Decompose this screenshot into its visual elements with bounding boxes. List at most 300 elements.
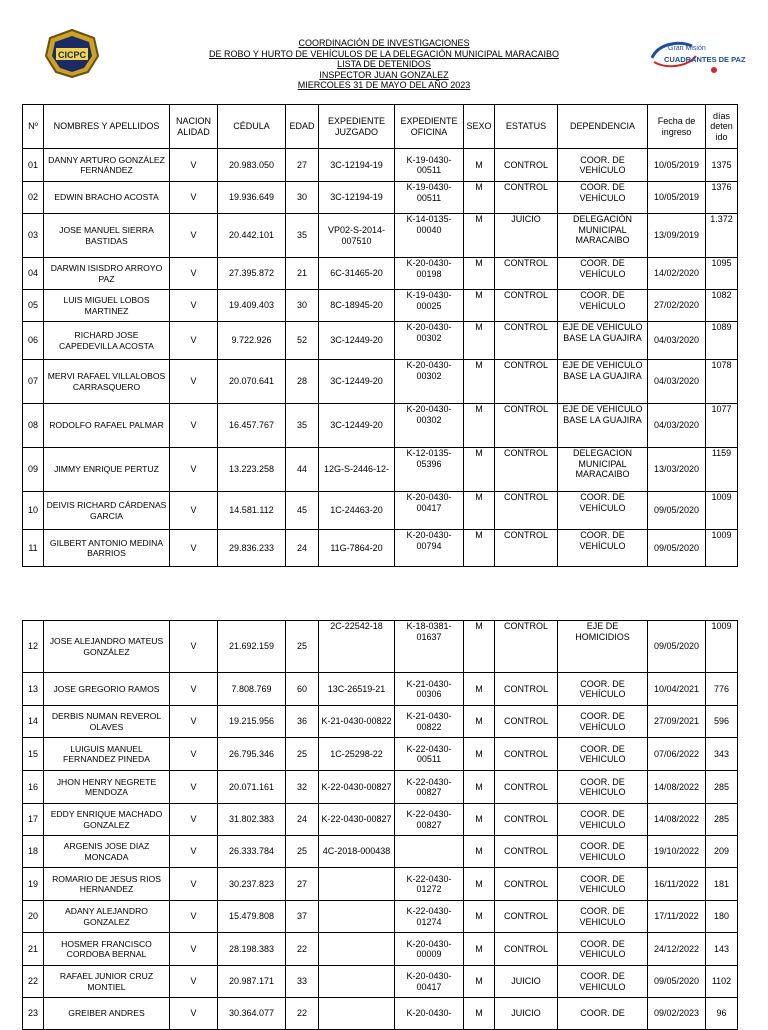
table-row	[23, 868, 738, 901]
table-cell: V	[170, 360, 218, 404]
table-cell: M	[464, 621, 495, 673]
table-cell: K-18-0381-01637	[395, 621, 464, 673]
table-cell: 33	[286, 966, 319, 998]
table-cell: 28	[286, 360, 319, 404]
table-cell: EJE DE VEHICULO BASE LA GUAJIRA	[558, 360, 648, 404]
table-cell: 19.409.403	[218, 290, 286, 322]
column-header: NOMBRES Y APELLIDOS	[44, 105, 170, 149]
table-cell: V	[170, 149, 218, 182]
table-cell: 09/05/2020	[648, 492, 706, 530]
table-cell: 45	[286, 492, 319, 530]
column-header: EXPEDIENTE JUZGADO	[319, 105, 395, 149]
table-cell: 08	[23, 404, 44, 448]
table-cell: DERBIS NUMAN REVEROL OLAVES	[44, 706, 170, 738]
table-cell: 60	[286, 673, 319, 706]
column-header: SEXO	[464, 105, 495, 149]
table-cell: 3C-12449-20	[319, 360, 395, 404]
table-cell: V	[170, 258, 218, 290]
table-cell: 27/02/2020	[648, 290, 706, 322]
table-cell: 1375	[706, 149, 738, 182]
table-row	[23, 706, 738, 738]
table-cell: 10/04/2021	[648, 673, 706, 706]
table-cell: 1078	[706, 360, 738, 404]
table-cell: 25	[286, 621, 319, 673]
table-cell: 52	[286, 322, 319, 360]
table-cell: 7.808.769	[218, 673, 286, 706]
table-cell: 16	[23, 771, 44, 804]
table-cell: M	[464, 448, 495, 492]
table-cell: CONTROL	[495, 182, 558, 214]
table-cell: M	[464, 322, 495, 360]
table-cell: 27/09/2021	[648, 706, 706, 738]
table-cell: 11	[23, 530, 44, 567]
table-cell: 181	[706, 868, 738, 901]
table-row	[23, 149, 738, 182]
table-cell: 180	[706, 901, 738, 933]
table-cell: K-22-0430-00827	[395, 804, 464, 836]
table-row	[23, 673, 738, 706]
table-cell: 31.802.383	[218, 804, 286, 836]
table-cell: 1009	[706, 621, 738, 673]
table-cell: 3C-12449-20	[319, 322, 395, 360]
table-cell: JUICIO	[495, 998, 558, 1030]
table-cell: 10/05/2019	[648, 149, 706, 182]
table-cell: 30	[286, 290, 319, 322]
table-row	[23, 901, 738, 933]
table-cell: 12G-S-2446-12-	[319, 448, 395, 492]
table-cell: 44	[286, 448, 319, 492]
table-row	[23, 966, 738, 998]
header-line-2: DE ROBO Y HURTO DE VEHÍCULOS DE LA DELEGACIÓN MUNICIPAL MARACAIBO	[209, 48, 559, 59]
table-cell: DANNY ARTURO GONZÁLEZ FERNÁNDEZ	[44, 149, 170, 182]
table-cell: CONTROL	[495, 258, 558, 290]
table-cell: RODOLFO RAFAEL PALMAR	[44, 404, 170, 448]
table-cell: 04/03/2020	[648, 322, 706, 360]
logo-right-line1: Gran Misión	[668, 45, 706, 52]
table-cell: M	[464, 673, 495, 706]
table-cell: M	[464, 258, 495, 290]
table-row	[23, 290, 738, 322]
table-cell: 11G-7864-20	[319, 530, 395, 567]
table-cell: COOR. DE VEHÍCULO	[558, 290, 648, 322]
table-cell: 2C-22542-18	[319, 621, 395, 673]
table-cell: 27	[286, 868, 319, 901]
table-cell: 1009	[706, 492, 738, 530]
table-cell: V	[170, 530, 218, 567]
table-cell	[319, 868, 395, 901]
table-cell: 27.395.872	[218, 258, 286, 290]
table-header-row	[23, 105, 738, 149]
table-cell: 09/05/2020	[648, 966, 706, 998]
table-cell: COOR. DE VEHÍCULO	[558, 149, 648, 182]
table-cell: K-20-0430-00302	[395, 322, 464, 360]
table-cell: M	[464, 998, 495, 1030]
table-cell: JUICIO	[495, 214, 558, 258]
table-cell: K-19-0430-00511	[395, 149, 464, 182]
table-cell: M	[464, 966, 495, 998]
detainees-table-page-2	[22, 620, 738, 1030]
table-cell: 25	[286, 836, 319, 868]
table-cell: K-20-0430-	[395, 998, 464, 1030]
table-cell: 14/08/2022	[648, 804, 706, 836]
table-cell: JIMMY ENRIQUE PERTUZ	[44, 448, 170, 492]
table-cell: V	[170, 933, 218, 966]
table-cell: COOR. DE VEHICULO	[558, 771, 648, 804]
table-cell: 1089	[706, 322, 738, 360]
table-cell: 09/02/2023	[648, 998, 706, 1030]
table-cell: K-19-0430-00025	[395, 290, 464, 322]
table-cell: M	[464, 214, 495, 258]
table-cell: K-21-0430-00822	[319, 706, 395, 738]
table-cell: M	[464, 738, 495, 771]
table-cell: COOR. DE VEHICULO	[558, 868, 648, 901]
table-cell: DEIVIS RICHARD CÁRDENAS GARCIA	[44, 492, 170, 530]
table-cell: GREIBER ANDRES	[44, 998, 170, 1030]
table-cell: V	[170, 804, 218, 836]
table-cell: 06	[23, 322, 44, 360]
detainees-table-page-1	[22, 104, 738, 567]
table-cell: JOSE ALEJANDRO MATEUS GONZÁLEZ	[44, 621, 170, 673]
table-cell: 19/10/2022	[648, 836, 706, 868]
table-cell: M	[464, 901, 495, 933]
table-cell: 14/08/2022	[648, 771, 706, 804]
table-cell: K-22-0430-00827	[319, 771, 395, 804]
table-cell: COOR. DE VEHICULO	[558, 836, 648, 868]
table-cell: 13/09/2019	[648, 214, 706, 258]
table-cell: CONTROL	[495, 706, 558, 738]
table-cell: K-20-0430-00302	[395, 404, 464, 448]
table-cell: COOR. DE VEHÍCULO	[558, 258, 648, 290]
table-cell: 343	[706, 738, 738, 771]
table-cell: V	[170, 492, 218, 530]
table-cell: M	[464, 868, 495, 901]
table-cell: CONTROL	[495, 404, 558, 448]
table-cell: EDWIN BRACHO ACOSTA	[44, 182, 170, 214]
table-cell: VP02-S-2014-007510	[319, 214, 395, 258]
column-header: CÉDULA	[218, 105, 286, 149]
table-cell: M	[464, 182, 495, 214]
table-cell: K-21-0430-00306	[395, 673, 464, 706]
table-cell: 96	[706, 998, 738, 1030]
table-cell: 3C-12194-19	[319, 182, 395, 214]
table-cell: K-19-0430-00511	[395, 182, 464, 214]
table-cell: 1C-25298-22	[319, 738, 395, 771]
table-cell: 13	[23, 673, 44, 706]
table-row	[23, 933, 738, 966]
table-cell: 10	[23, 492, 44, 530]
table-cell: 285	[706, 771, 738, 804]
table-cell: 01	[23, 149, 44, 182]
table-cell: 20.983.050	[218, 149, 286, 182]
table-row	[23, 738, 738, 771]
table-cell	[319, 901, 395, 933]
table-cell: EJE DE HOMICIDIOS	[558, 621, 648, 673]
table-cell: COOR. DE VEHÍCULO	[558, 706, 648, 738]
table-cell: V	[170, 836, 218, 868]
column-header: NACION ALIDAD	[170, 105, 218, 149]
table-cell: EJE DE VEHICULO BASE LA GUAJIRA	[558, 322, 648, 360]
table-row	[23, 360, 738, 404]
table-cell: M	[464, 404, 495, 448]
table-cell: CONTROL	[495, 322, 558, 360]
table-cell: K-22-0430-01272	[395, 868, 464, 901]
table-cell: 22	[286, 933, 319, 966]
table-row	[23, 404, 738, 448]
table-cell: 14.581.112	[218, 492, 286, 530]
table-row	[23, 836, 738, 868]
table-cell: M	[464, 360, 495, 404]
table-cell: CONTROL	[495, 448, 558, 492]
table-cell: 28.198.383	[218, 933, 286, 966]
column-header: Nº	[23, 105, 44, 149]
table-cell: 24/12/2022	[648, 933, 706, 966]
table-cell: K-20-0430-00302	[395, 360, 464, 404]
table-cell: 1077	[706, 404, 738, 448]
table-cell: M	[464, 706, 495, 738]
table-cell: 1376	[706, 182, 738, 214]
column-header: EXPEDIENTE OFICINA	[395, 105, 464, 149]
table-cell: DARWIN ISISDRO ARROYO PAZ	[44, 258, 170, 290]
table-cell: V	[170, 998, 218, 1030]
table-cell: M	[464, 149, 495, 182]
table-cell: V	[170, 322, 218, 360]
table-row	[23, 322, 738, 360]
table-cell: 1159	[706, 448, 738, 492]
table-cell: 4C-2018-000438	[319, 836, 395, 868]
table-cell: 04	[23, 258, 44, 290]
table-cell: 17	[23, 804, 44, 836]
table-cell: 04/03/2020	[648, 360, 706, 404]
table-cell: 30	[286, 182, 319, 214]
table-cell: 05	[23, 290, 44, 322]
table-cell: M	[464, 771, 495, 804]
table-cell: V	[170, 966, 218, 998]
header-line-5: MIERCOLES 31 DE MAYO DEL AÑO 2023	[297, 80, 471, 91]
table-row	[23, 804, 738, 836]
header-line-4: INSPECTOR JUAN GONZALEZ	[319, 69, 449, 80]
table-cell: 22	[23, 966, 44, 998]
table-cell: 20	[23, 901, 44, 933]
table-cell: MERVI RAFAEL VILLALOBOS CARRASQUERO	[44, 360, 170, 404]
table-cell	[319, 966, 395, 998]
table-cell: 13/03/2020	[648, 448, 706, 492]
table-cell: COOR. DE VEHICULO	[558, 901, 648, 933]
table-cell: 143	[706, 933, 738, 966]
table-cell: 596	[706, 706, 738, 738]
table-cell: 14/02/2020	[648, 258, 706, 290]
table-cell: 07	[23, 360, 44, 404]
table-cell: 13C-26519-21	[319, 673, 395, 706]
table-cell: K-14-0135-00040	[395, 214, 464, 258]
column-header: EDAD	[286, 105, 319, 149]
table-cell: 12	[23, 621, 44, 673]
table-cell: 14	[23, 706, 44, 738]
table-cell: 24	[286, 530, 319, 567]
table-cell: COOR. DE VEHICULO	[558, 966, 648, 998]
table-cell: 23	[23, 998, 44, 1030]
table-cell: V	[170, 404, 218, 448]
table-cell: 20.070.641	[218, 360, 286, 404]
table-cell: 35	[286, 404, 319, 448]
table-cell: 17/11/2022	[648, 901, 706, 933]
table-cell: 02	[23, 182, 44, 214]
table-cell: 1095	[706, 258, 738, 290]
table-cell: 22	[286, 998, 319, 1030]
table-row	[23, 621, 738, 673]
table-cell: COOR. DE VEHÍCULO	[558, 492, 648, 530]
table-cell: V	[170, 868, 218, 901]
table-cell: V	[170, 901, 218, 933]
table-cell: COOR. DE VEHICULO	[558, 933, 648, 966]
table-row	[23, 448, 738, 492]
table-cell: CONTROL	[495, 492, 558, 530]
table-cell: DELEGACIÓN MUNICIPAL MARACAIBO	[558, 214, 648, 258]
table-cell: 6C-31465-20	[319, 258, 395, 290]
table-cell: ROMARIO DE JESUS RIOS HERNANDEZ	[44, 868, 170, 901]
table-cell: CONTROL	[495, 804, 558, 836]
table-row	[23, 771, 738, 804]
table-cell: 776	[706, 673, 738, 706]
table-cell: K-20-0430-00009	[395, 933, 464, 966]
table-cell: 16/11/2022	[648, 868, 706, 901]
table-cell: M	[464, 290, 495, 322]
table-cell: 19.215.956	[218, 706, 286, 738]
table-cell: RAFAEL JUNIOR CRUZ MONTIEL	[44, 966, 170, 998]
table-cell: COOR. DE VEHÍCULO	[558, 182, 648, 214]
table-cell: K-21-0430-00822	[395, 706, 464, 738]
table-cell: K-20-0430-00794	[395, 530, 464, 567]
table-cell: 20.442.101	[218, 214, 286, 258]
table-cell: CONTROL	[495, 530, 558, 567]
table-cell: CONTROL	[495, 868, 558, 901]
table-cell: 27	[286, 149, 319, 182]
table-cell: LUIS MIGUEL LOBOS MARTINEZ	[44, 290, 170, 322]
header-line-1: COORDINACIÓN DE INVESTIGACIONES	[298, 38, 470, 48]
table-cell: V	[170, 182, 218, 214]
table-cell: 19	[23, 868, 44, 901]
table-cell: JOSE MANUEL SIERRA BASTIDAS	[44, 214, 170, 258]
table-cell: 9.722.926	[218, 322, 286, 360]
table-cell: 15.479.808	[218, 901, 286, 933]
table-cell: EDDY ENRIQUE MACHADO GONZALEZ	[44, 804, 170, 836]
table-cell: V	[170, 621, 218, 673]
table-cell: K-20-0430-00417	[395, 966, 464, 998]
table-cell: JOSE GREGORIO RAMOS	[44, 673, 170, 706]
table-cell: 18	[23, 836, 44, 868]
table-cell: JUICIO	[495, 966, 558, 998]
table-cell: 3C-12194-19	[319, 149, 395, 182]
table-cell: 21	[286, 258, 319, 290]
table-cell: CONTROL	[495, 621, 558, 673]
table-cell: 1082	[706, 290, 738, 322]
column-header: días deten ido	[706, 105, 738, 149]
table-cell: K-12-0135-05396	[395, 448, 464, 492]
table-cell: CONTROL	[495, 933, 558, 966]
table-row	[23, 492, 738, 530]
table-cell: COOR. DE VEHÍCULO	[558, 530, 648, 567]
table-cell: M	[464, 492, 495, 530]
table-cell: 10/05/2019	[648, 182, 706, 214]
table-cell: 8C-18945-20	[319, 290, 395, 322]
table-cell: COOR. DE	[558, 998, 648, 1030]
table-cell: M	[464, 804, 495, 836]
table-cell: 1C-24463-20	[319, 492, 395, 530]
table-cell: COOR. DE VEHÍCULO	[558, 673, 648, 706]
table-row	[23, 258, 738, 290]
table-cell: HOSMER FRANCISCO CORDOBA BERNAL	[44, 933, 170, 966]
table-cell: 13.223.258	[218, 448, 286, 492]
table-cell: 30.364.077	[218, 998, 286, 1030]
table-cell: 3C-12449-20	[319, 404, 395, 448]
table-cell: 24	[286, 804, 319, 836]
table-cell: 15	[23, 738, 44, 771]
column-header: Fecha de ingreso	[648, 105, 706, 149]
table-cell: V	[170, 290, 218, 322]
table-cell: K-22-0430-00827	[319, 804, 395, 836]
table-row	[23, 182, 738, 214]
table-cell: K-20-0430-00417	[395, 492, 464, 530]
table-cell: 04/03/2020	[648, 404, 706, 448]
table-cell: 29.836.233	[218, 530, 286, 567]
logo-left-text: CICPC	[57, 50, 87, 60]
table-cell: JHON HENRY NEGRETE MENDOZA	[44, 771, 170, 804]
table-row	[23, 530, 738, 567]
header-line-3: LISTA DE DETENIDOS	[337, 59, 431, 70]
table-cell: V	[170, 738, 218, 771]
table-cell: CONTROL	[495, 836, 558, 868]
table-cell: 32	[286, 771, 319, 804]
table-cell: 26.333.784	[218, 836, 286, 868]
table-cell: CONTROL	[495, 290, 558, 322]
table-cell: RICHARD JOSE CAPEDEVILLA ACOSTA	[44, 322, 170, 360]
table-cell: EJE DE VEHICULO BASE LA GUAJIRA	[558, 404, 648, 448]
table-cell: K-22-0430-01274	[395, 901, 464, 933]
table-cell: LUIGUIS MANUEL FERNANDEZ PINEDA	[44, 738, 170, 771]
table-cell: CONTROL	[495, 771, 558, 804]
table-cell: 1.372	[706, 214, 738, 258]
table-cell: 07/06/2022	[648, 738, 706, 771]
table-cell: M	[464, 836, 495, 868]
table-row	[23, 214, 738, 258]
table-cell: 26.795.346	[218, 738, 286, 771]
table-cell: CONTROL	[495, 738, 558, 771]
column-header: DEPENDENCIA	[558, 105, 648, 149]
table-cell	[319, 933, 395, 966]
table-cell: 35	[286, 214, 319, 258]
table-cell: K-22-0430-00827	[395, 771, 464, 804]
column-header: ESTATUS	[495, 105, 558, 149]
table-cell: DELEGACION MUNICIPAL MARACAIBO	[558, 448, 648, 492]
table-cell: V	[170, 673, 218, 706]
table-cell: K-22-0430-00511	[395, 738, 464, 771]
table-cell: M	[464, 933, 495, 966]
table-cell: 37	[286, 901, 319, 933]
table-cell: 25	[286, 738, 319, 771]
table-cell: 20.071.161	[218, 771, 286, 804]
table-cell: 20.987.171	[218, 966, 286, 998]
table-cell: 1102	[706, 966, 738, 998]
table-row	[23, 998, 738, 1030]
table-cell: 30.237.823	[218, 868, 286, 901]
table-cell: 03	[23, 214, 44, 258]
table-cell: GILBERT ANTONIO MEDINA BARRIOS	[44, 530, 170, 567]
table-cell: 21.692.159	[218, 621, 286, 673]
table-cell: CONTROL	[495, 360, 558, 404]
table-cell: V	[170, 771, 218, 804]
table-cell	[395, 836, 464, 868]
table-cell: K-20-0430-00198	[395, 258, 464, 290]
table-cell: COOR. DE VEHICULO	[558, 738, 648, 771]
